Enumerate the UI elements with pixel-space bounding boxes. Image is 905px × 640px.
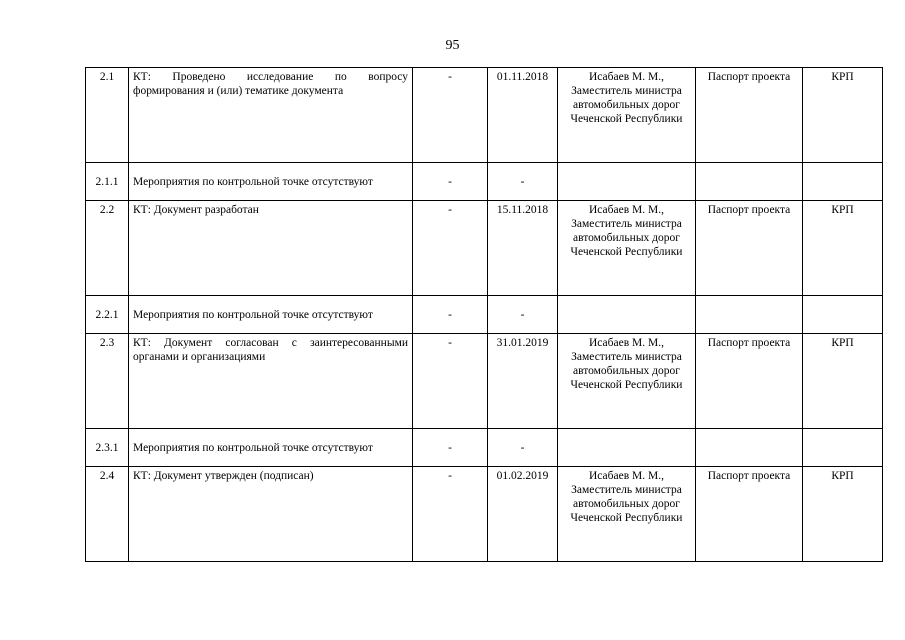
cell-level xyxy=(803,296,883,334)
cell-date: - xyxy=(488,163,558,201)
cell-number: 2.3 xyxy=(86,334,129,429)
cell-document: Паспорт проекта xyxy=(696,467,803,562)
cell-name: КТ: Документ утвержден (подписан) xyxy=(129,467,413,562)
cell-document xyxy=(696,163,803,201)
cell-name: КТ: Проведено исследование по вопросу формирования и (или) тематике документа xyxy=(129,68,413,163)
cell-name: КТ: Документ согласован с заинтересованными органами и организациями xyxy=(129,334,413,429)
cell-dash: - xyxy=(413,296,488,334)
table-row-control-point xyxy=(86,334,883,429)
cell-level: КРП xyxy=(803,467,883,562)
control-points-table xyxy=(85,67,883,562)
cell-date: 01.02.2019 xyxy=(488,467,558,562)
cell-date: 15.11.2018 xyxy=(488,201,558,296)
cell-dash: - xyxy=(413,163,488,201)
cell-number: 2.2.1 xyxy=(86,296,129,334)
table-row-subitem xyxy=(86,429,883,467)
cell-date: - xyxy=(488,429,558,467)
cell-number: 2.2 xyxy=(86,201,129,296)
cell-responsible xyxy=(558,429,696,467)
cell-level: КРП xyxy=(803,68,883,163)
table-row-subitem xyxy=(86,296,883,334)
table-row-control-point xyxy=(86,68,883,163)
cell-responsible xyxy=(558,163,696,201)
cell-date: - xyxy=(488,296,558,334)
cell-level xyxy=(803,163,883,201)
cell-dash: - xyxy=(413,201,488,296)
cell-dash: - xyxy=(413,334,488,429)
cell-name: Мероприятия по контрольной точке отсутствуют xyxy=(129,429,413,467)
cell-responsible: Исабаев М. М., Заместитель министра автомобильных дорог Чеченской Республики xyxy=(558,201,696,296)
cell-date: 31.01.2019 xyxy=(488,334,558,429)
page-number: 95 xyxy=(445,38,460,53)
cell-dash: - xyxy=(413,68,488,163)
cell-responsible: Исабаев М. М., Заместитель министра автомобильных дорог Чеченской Республики xyxy=(558,467,696,562)
table-row-subitem xyxy=(86,163,883,201)
table-row-control-point xyxy=(86,201,883,296)
cell-document: Паспорт проекта xyxy=(696,334,803,429)
table-row-control-point xyxy=(86,467,883,562)
cell-document: Паспорт проекта xyxy=(696,68,803,163)
cell-responsible: Исабаев М. М., Заместитель министра автомобильных дорог Чеченской Республики xyxy=(558,334,696,429)
cell-date: 01.11.2018 xyxy=(488,68,558,163)
cell-dash: - xyxy=(413,467,488,562)
cell-document xyxy=(696,296,803,334)
cell-name: Мероприятия по контрольной точке отсутствуют xyxy=(129,296,413,334)
cell-responsible: Исабаев М. М., Заместитель министра автомобильных дорог Чеченской Республики xyxy=(558,68,696,163)
cell-name: КТ: Документ разработан xyxy=(129,201,413,296)
cell-dash: - xyxy=(413,429,488,467)
cell-name: Мероприятия по контрольной точке отсутствуют xyxy=(129,163,413,201)
cell-number: 2.4 xyxy=(86,467,129,562)
cell-level: КРП xyxy=(803,334,883,429)
cell-number: 2.3.1 xyxy=(86,429,129,467)
cell-number: 2.1.1 xyxy=(86,163,129,201)
cell-level: КРП xyxy=(803,201,883,296)
cell-document: Паспорт проекта xyxy=(696,201,803,296)
cell-level xyxy=(803,429,883,467)
cell-responsible xyxy=(558,296,696,334)
cell-document xyxy=(696,429,803,467)
cell-number: 2.1 xyxy=(86,68,129,163)
